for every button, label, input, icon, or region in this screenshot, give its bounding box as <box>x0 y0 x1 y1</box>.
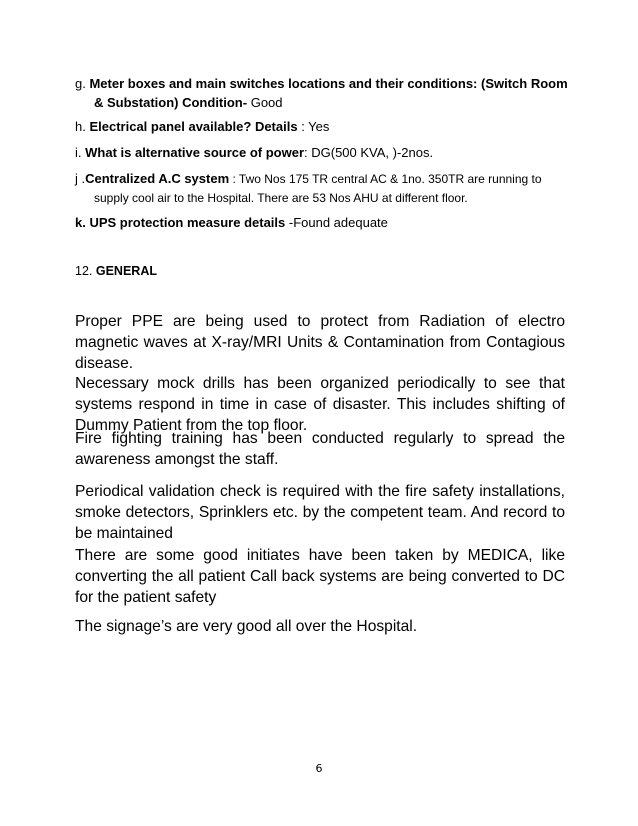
item-k-ups-protection <box>75 213 575 232</box>
item-k-marker: k. <box>75 215 86 230</box>
item-i-marker: i. <box>75 145 82 160</box>
section-number: 12. <box>75 264 93 278</box>
item-h-value: : Yes <box>297 119 330 134</box>
paragraph-validation-check: Periodical validation check is required with the fire safety installations, smoke detectors, Sprinklers etc. by the competent team. And record to be maintained <box>75 483 565 542</box>
item-j-value-line1: : Two Nos 175 TR central AC & 1no. 350TR are running to <box>229 172 542 186</box>
item-i-value: : DG(500 KVA, )-2nos. <box>304 145 434 160</box>
item-g-label-line2: & Substation) Condition- <box>94 95 248 110</box>
paragraph-signage: The signage’s are very good all over the Hospital. <box>75 618 418 635</box>
item-g-value: Good <box>247 95 283 110</box>
item-j-centralized-ac <box>75 169 575 208</box>
item-j-label: Centralized A.C system <box>85 171 230 186</box>
item-g-label-line1: Meter boxes and main switches locations and their conditions: (Switch Room <box>89 76 568 91</box>
item-j-marker: j . <box>75 171 86 186</box>
item-g-marker: g. <box>75 76 86 91</box>
page-number: 6 <box>315 762 323 775</box>
item-i-alternative-power <box>75 143 575 162</box>
item-h-label: Electrical panel available? Details <box>89 119 298 134</box>
item-h-electrical-panel <box>75 117 575 136</box>
item-k-label: UPS protection measure details <box>89 215 286 230</box>
section-heading <box>75 264 157 278</box>
section-title: GENERAL <box>95 264 157 278</box>
item-i-label: What is alternative source of power <box>85 145 305 160</box>
item-j-value-line2: supply cool air to the Hospital. There are 53 Nos AHU at different floor. <box>94 191 468 205</box>
paragraph-fire-training: Fire fighting training has been conducted regularly to spread the awareness amongst the staff. <box>75 430 565 468</box>
item-k-value: -Found adequate <box>285 215 388 230</box>
paragraph-mock-drills: Necessary mock drills has been organized periodically to see that systems respond in time in case of disaster. This includes shifting of Dummy Patient from the top floor. <box>75 375 565 434</box>
item-h-marker: h. <box>75 119 86 134</box>
paragraph-ppe: Proper PPE are being used to protect from Radiation of electro magnetic waves at X-ray/MRI Units & Contamination from Contagious disease. <box>75 313 565 372</box>
paragraph-medica-initiatives: There are some good initiates have been taken by MEDICA, like converting the all patient Call back systems are being converted to DC for the patient safety <box>75 547 565 606</box>
item-g-meter-boxes <box>75 74 575 112</box>
